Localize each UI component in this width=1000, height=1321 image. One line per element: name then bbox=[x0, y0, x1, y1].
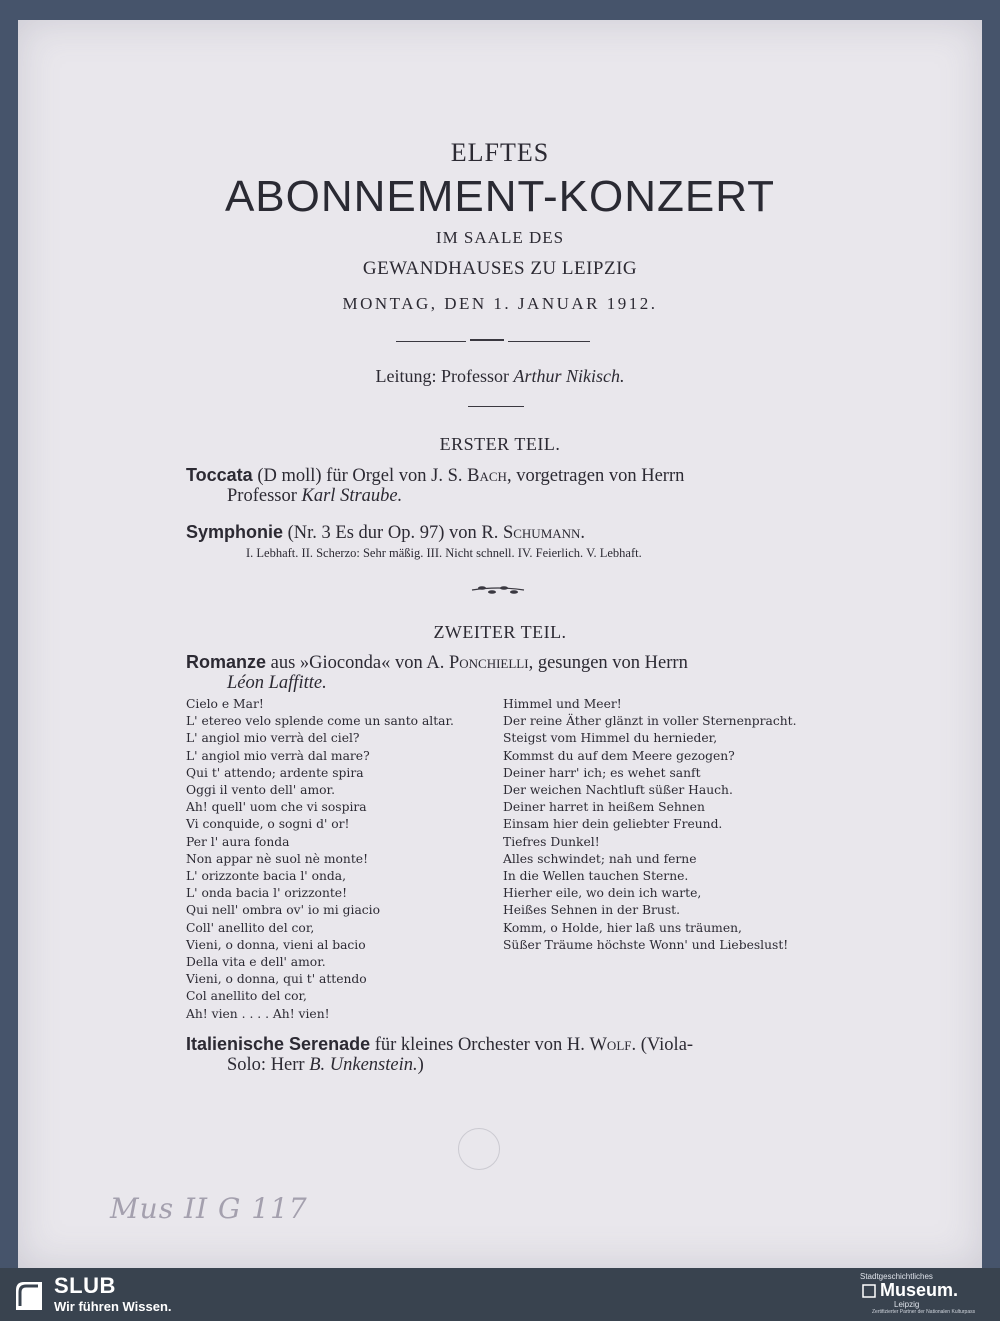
program-entry-toccata bbox=[186, 465, 800, 506]
conductor-name: Arthur Nikisch. bbox=[513, 366, 625, 386]
composer-name: Wolf bbox=[589, 1035, 632, 1055]
lyric-line: Qui t' attendo; ardente spira bbox=[186, 765, 364, 780]
work-title: Italienische Serenade bbox=[186, 1034, 371, 1054]
lyric-line: L' onda bacia l' orizzonte! bbox=[186, 886, 348, 901]
lyric-line: Steigst vom Himmel du hernieder, bbox=[503, 731, 718, 746]
work-detail: ) bbox=[417, 1055, 424, 1075]
work-title: Toccata bbox=[186, 465, 253, 485]
performer-name: Léon Laffitte. bbox=[227, 673, 327, 693]
work-detail: (Nr. 3 Es dur Op. 97) von R. bbox=[283, 523, 503, 543]
lyric-line: Non appar nè suol nè monte! bbox=[186, 851, 369, 866]
slub-logo-icon[interactable] bbox=[10, 1276, 48, 1314]
lyric-line: Einsam hier dein geliebter Freund. bbox=[503, 817, 723, 832]
section-heading-zweiter: ZWEITER TEIL. bbox=[433, 622, 567, 642]
lyric-line: Vieni, o donna, qui t' attendo bbox=[186, 972, 367, 987]
concert-program-page bbox=[18, 20, 982, 1268]
lyric-line: Ah! vien . . . . Ah! vien! bbox=[186, 1006, 330, 1021]
lyric-line: Deiner harret in heißem Sehnen bbox=[503, 800, 705, 815]
ornament-icon bbox=[468, 582, 528, 598]
program-venue-prefix: IM SAALE DES bbox=[435, 228, 565, 247]
lyric-line: Vieni, o donna, vieni al bacio bbox=[186, 937, 366, 952]
lyric-line: Deiner harr' ich; es wehet sanft bbox=[503, 765, 701, 780]
lyric-line: Cielo e Mar! bbox=[186, 697, 264, 711]
work-title: Romanze bbox=[186, 652, 267, 672]
viewer-footer bbox=[0, 1268, 1000, 1321]
lyric-line: L' orizzonte bacia l' onda, bbox=[186, 869, 346, 884]
divider-rule bbox=[470, 339, 504, 341]
work-detail: , gesungen von Herrn bbox=[528, 653, 688, 673]
lyric-line: Vi conquide, o sogni d' or! bbox=[186, 817, 350, 832]
work-detail: . (Viola- bbox=[631, 1035, 694, 1055]
lyric-line: Kommst du auf dem Meere gezogen? bbox=[503, 748, 735, 763]
lyric-line: Col anellito del cor, bbox=[186, 989, 307, 1004]
conductor-label: Leitung: Professor bbox=[375, 366, 514, 386]
work-detail: , vorgetragen von Herrn bbox=[506, 466, 685, 486]
lyric-line: Alles schwindet; nah und ferne bbox=[503, 851, 697, 866]
work-detail: (D moll) für Orgel von J. S. bbox=[252, 466, 468, 486]
work-title: Symphonie bbox=[186, 522, 284, 542]
performer-name: B. Unkenstein. bbox=[309, 1055, 418, 1075]
lyric-line: Himmel und Meer! bbox=[503, 697, 622, 711]
lyric-line: Ah! quell' uom che vi sospira bbox=[186, 800, 367, 815]
museum-name[interactable]: Museum. bbox=[880, 1280, 959, 1300]
symphony-movements: I. Lebhaft. II. Scherzo: Sehr mäßig. III. Nicht schnell. IV. Feierlich. V. Lebhaft. bbox=[246, 546, 642, 560]
divider-rule bbox=[468, 406, 524, 407]
work-detail: Professor bbox=[227, 486, 302, 506]
lyric-line: Hierher eile, wo dein ich warte, bbox=[503, 886, 702, 901]
program-entry-symphonie bbox=[186, 522, 800, 543]
program-entry-romanze bbox=[186, 652, 800, 693]
work-detail: aus »Gioconda« von A. bbox=[266, 653, 449, 673]
library-tagline: Wir führen Wissen. bbox=[54, 1299, 172, 1314]
program-date: MONTAG, DEN 1. JANUAR 1912. bbox=[342, 294, 658, 313]
library-name[interactable]: SLUB bbox=[54, 1273, 116, 1298]
section-heading-erster: ERSTER TEIL. bbox=[439, 434, 561, 454]
embossed-seal-icon bbox=[458, 1128, 500, 1170]
lyric-line: Komm, o Holde, hier laß uns träumen, bbox=[503, 920, 742, 935]
lyric-line: Per l' aura fonda bbox=[186, 834, 290, 849]
divider-rule bbox=[396, 341, 466, 342]
work-detail: Solo: Herr bbox=[227, 1055, 310, 1075]
program-entry-serenade bbox=[186, 1034, 800, 1075]
lyric-line: L' angiol mio verrà del ciel? bbox=[186, 731, 360, 746]
lyric-line: L' angiol mio verrà dal mare? bbox=[186, 748, 370, 763]
lyric-line: Tiefres Dunkel! bbox=[503, 834, 600, 849]
lyric-line: Qui nell' ombra ov' io mi giacio bbox=[186, 903, 380, 918]
composer-name: Bach bbox=[467, 466, 507, 486]
performer-name: Karl Straube. bbox=[301, 486, 403, 506]
lyric-line: Der reine Äther glänzt in voller Sternenpracht. bbox=[503, 714, 797, 729]
program-venue: GEWANDHAUSES ZU LEIPZIG bbox=[362, 258, 638, 279]
composer-name: Schumann. bbox=[502, 523, 586, 543]
lyric-line: Della vita e dell' amor. bbox=[186, 955, 326, 970]
program-ordinal: ELFTES bbox=[450, 138, 550, 167]
lyric-line: L' etereo velo splende come un santo altar. bbox=[186, 714, 454, 729]
lyric-line: Der weichen Nachtluft süßer Hauch. bbox=[503, 783, 733, 798]
lyrics-german bbox=[503, 696, 823, 954]
museum-prefix: Stadtgeschichtliches bbox=[860, 1272, 933, 1281]
lyric-line: In die Wellen tauchen Sterne. bbox=[503, 869, 689, 884]
lyric-line: Süßer Träume höchste Wonn' und Liebeslust! bbox=[503, 937, 789, 952]
conductor-line bbox=[18, 366, 982, 387]
museum-certification: Zertifizierter Partner der Nationalen Kulturpass bbox=[872, 1309, 976, 1315]
work-detail: für kleines Orchester von H. bbox=[370, 1035, 590, 1055]
lyric-line: Oggi il vento dell' amor. bbox=[186, 783, 335, 798]
lyric-line: Coll' anellito del cor, bbox=[186, 920, 315, 935]
lyrics-italian bbox=[186, 696, 492, 1023]
composer-name: Ponchielli bbox=[448, 653, 529, 673]
program-title: ABONNEMENT-KONZERT bbox=[224, 172, 776, 221]
divider-rule bbox=[508, 341, 590, 342]
museum-city: Leipzig bbox=[894, 1300, 920, 1309]
handwritten-shelfmark: Mus II G 117 bbox=[110, 1192, 308, 1225]
museum-logo-icon bbox=[862, 1284, 876, 1298]
lyric-line: Heißes Sehnen in der Brust. bbox=[503, 903, 680, 918]
